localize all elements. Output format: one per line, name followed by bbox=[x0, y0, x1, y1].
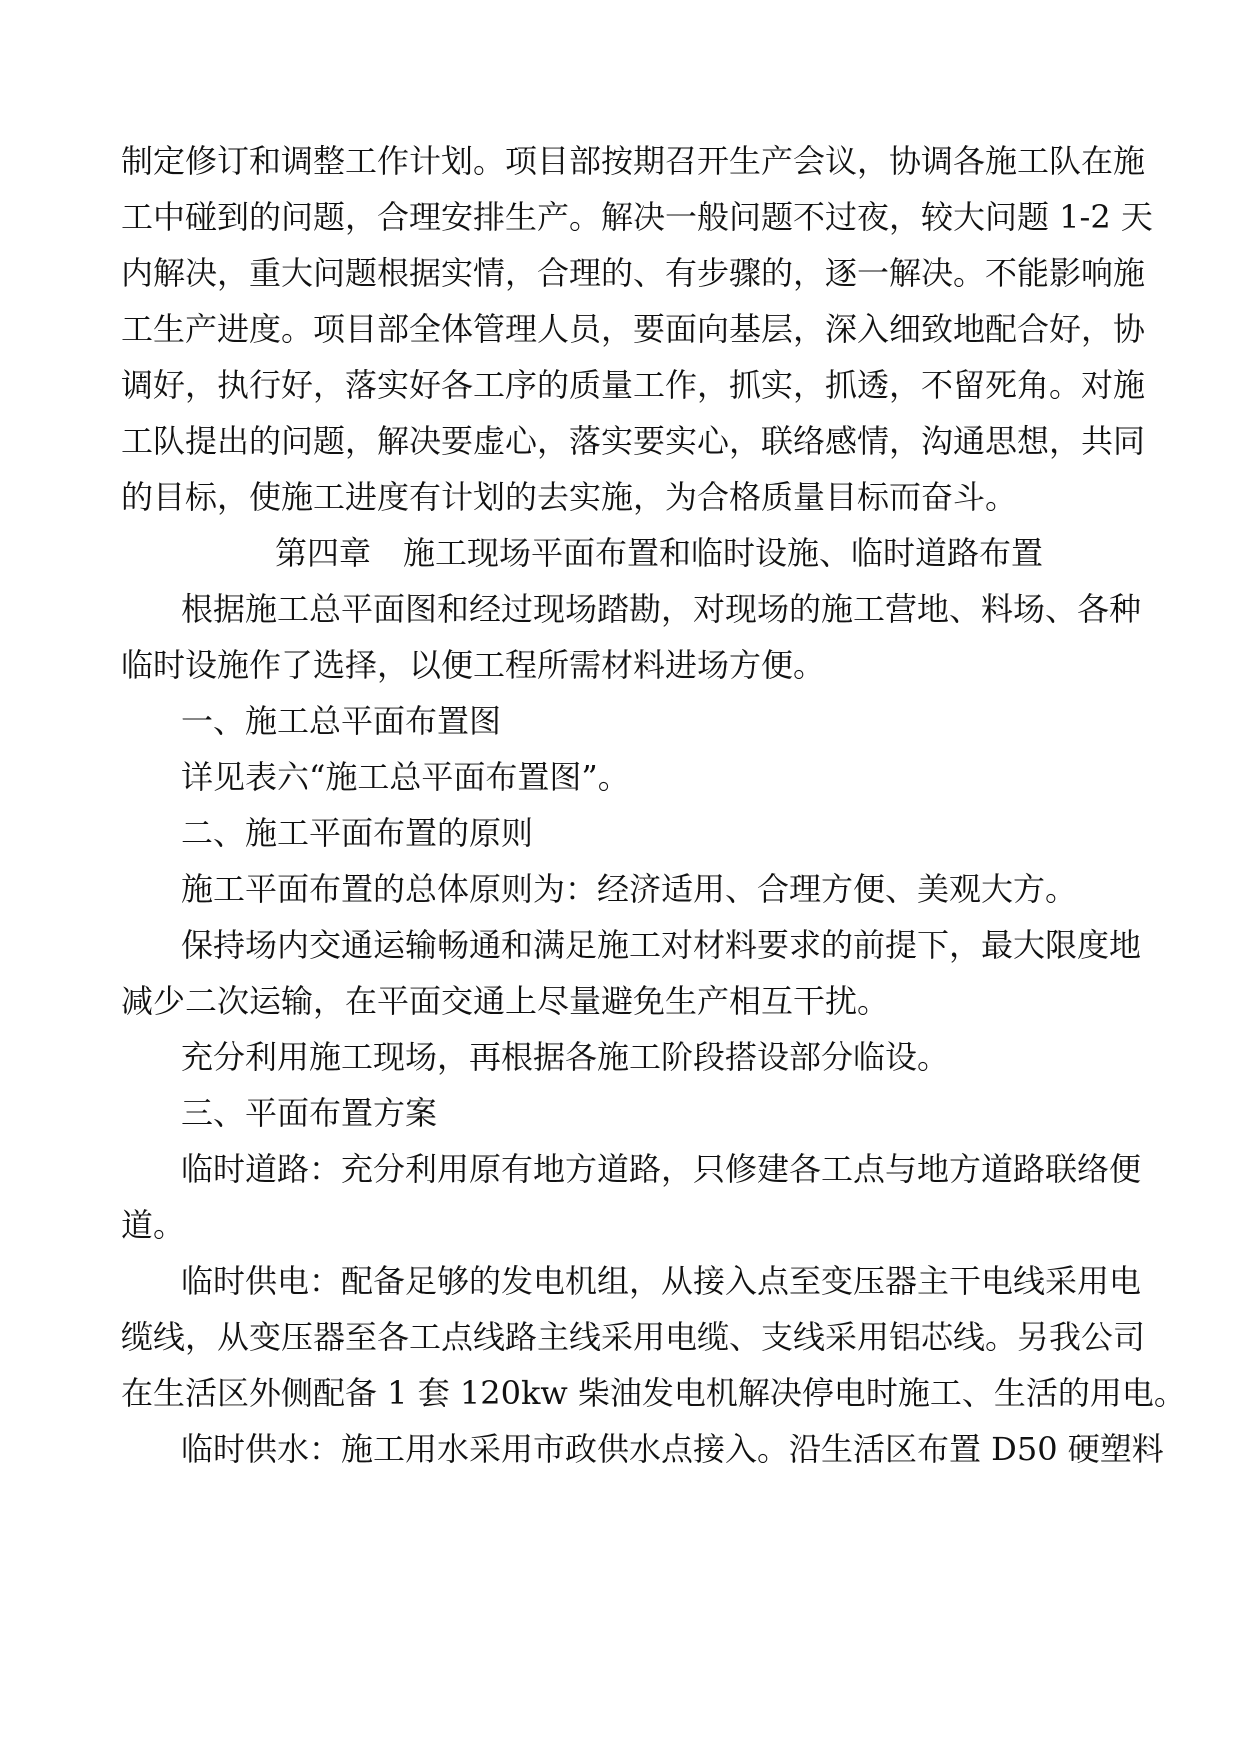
section-heading: 一、施工总平面布置图 bbox=[181, 702, 502, 740]
paragraph-line: 详见表六“施工总平面布置图”。 bbox=[181, 758, 630, 796]
section-heading: 二、施工平面布置的原则 bbox=[181, 814, 534, 852]
paragraph-line: 工队提出的问题，解决要虚心，落实要实心，联络感情，沟通思想，共同 bbox=[121, 422, 1146, 460]
paragraph-line: 施工平面布置的总体原则为：经济适用、合理方便、美观大方。 bbox=[181, 870, 1078, 908]
paragraph-line: 工生产进度。项目部全体管理人员，要面向基层，深入细致地配合好，协 bbox=[121, 310, 1146, 348]
chapter-heading: 第四章 施工现场平面布置和临时设施、临时道路布置 bbox=[275, 534, 1044, 572]
paragraph-line: 根据施工总平面图和经过现场踏勘，对现场的施工营地、料场、各种 bbox=[181, 590, 1142, 628]
paragraph-line: 临时设施作了选择，以便工程所需材料进场方便。 bbox=[121, 646, 826, 684]
paragraph-line: 在生活区外侧配备 1 套 120kw 柴油发电机解决停电时施工、生活的用电。 bbox=[121, 1374, 1186, 1412]
paragraph-line: 调好，执行好，落实好各工序的质量工作，抓实，抓透，不留死角。对施 bbox=[121, 366, 1146, 404]
paragraph-line: 制定修订和调整工作计划。项目部按期召开生产会议，协调各施工队在施 bbox=[121, 142, 1146, 180]
paragraph-line: 临时供水：施工用水采用市政供水点接入。沿生活区布置 D50 硬塑料 bbox=[181, 1430, 1164, 1468]
paragraph-line: 内解决，重大问题根据实情，合理的、有步骤的，逐一解决。不能影响施 bbox=[121, 254, 1146, 292]
paragraph-line: 减少二次运输，在平面交通上尽量避免生产相互干扰。 bbox=[121, 982, 890, 1020]
paragraph-line: 临时供电：配备足够的发电机组，从接入点至变压器主干电线采用电 bbox=[181, 1262, 1142, 1300]
paragraph-line: 充分利用施工现场，再根据各施工阶段搭设部分临设。 bbox=[181, 1038, 950, 1076]
paragraph-line: 临时道路：充分利用原有地方道路，只修建各工点与地方道路联络便 bbox=[181, 1150, 1142, 1188]
paragraph-line: 的目标，使施工进度有计划的去实施，为合格质量目标而奋斗。 bbox=[121, 478, 1018, 516]
paragraph-line: 工中碰到的问题，合理安排生产。解决一般问题不过夜，较大问题 1-2 天 bbox=[121, 198, 1153, 236]
section-heading: 三、平面布置方案 bbox=[181, 1094, 438, 1132]
paragraph-line: 保持场内交通运输畅通和满足施工对材料要求的前提下，最大限度地 bbox=[181, 926, 1142, 964]
paragraph-line: 道。 bbox=[121, 1206, 186, 1244]
paragraph-line: 缆线，从变压器至各工点线路主线采用电缆、支线采用铝芯线。另我公司 bbox=[121, 1318, 1146, 1356]
